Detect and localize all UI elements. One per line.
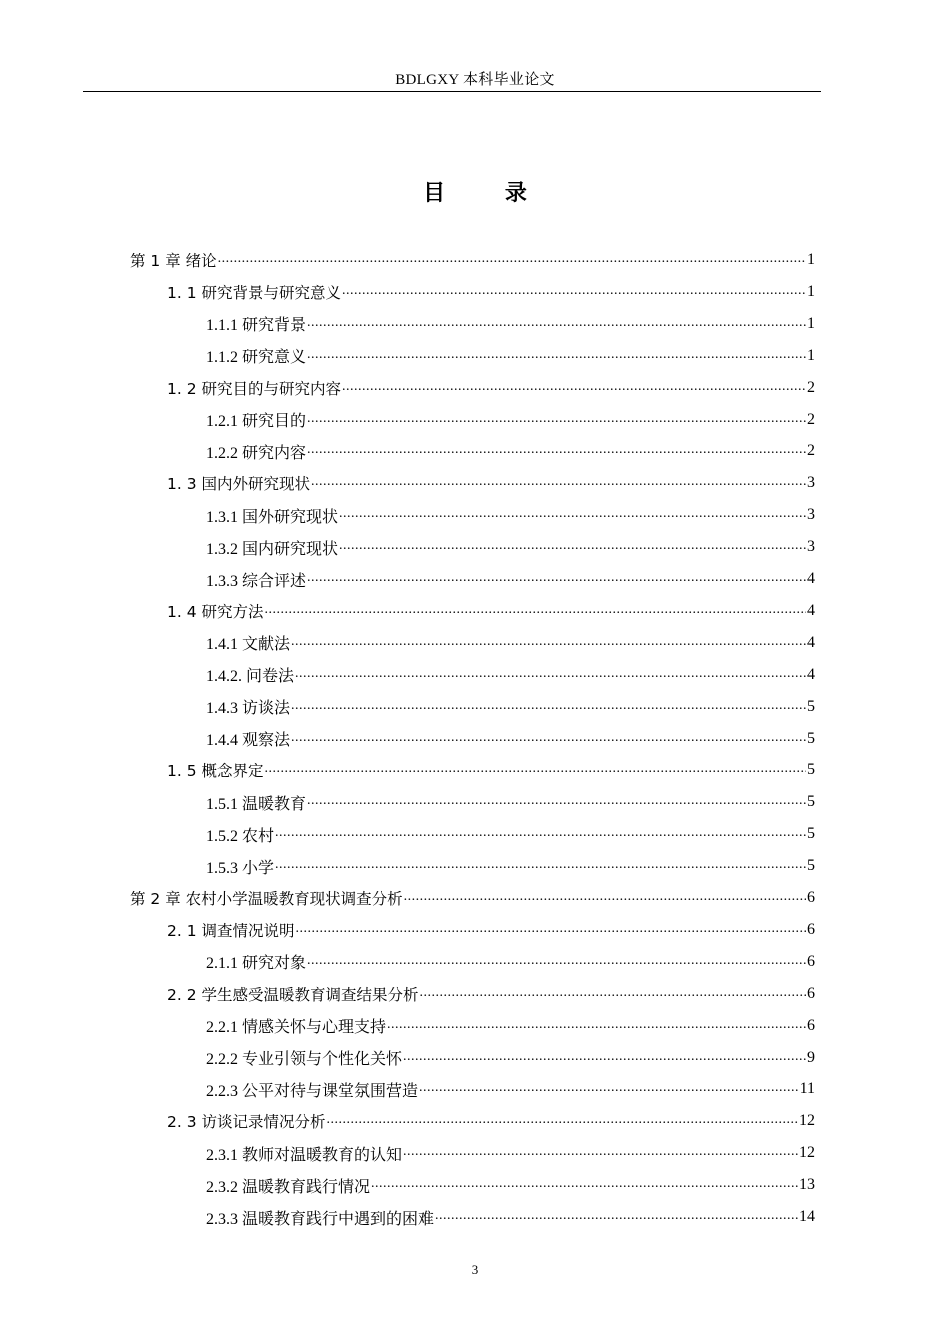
toc-entry-level-3[interactable] <box>206 1137 815 1169</box>
toc-entry-page: 1 <box>807 314 815 332</box>
toc-dot-leader <box>327 1112 798 1137</box>
toc-dot-leader <box>403 1049 806 1074</box>
toc-entry-level-3[interactable] <box>206 850 815 882</box>
toc-entry-level-3[interactable] <box>206 1201 815 1233</box>
toc-entry-title: 2.1.1 研究对象 <box>206 955 307 973</box>
toc-entry-page: 2 <box>807 410 815 428</box>
toc-entry-page: 12 <box>799 1112 815 1130</box>
toc-entry-page: 6 <box>807 889 815 906</box>
toc-entry-level-3[interactable] <box>206 404 815 436</box>
toc-entry-page: 5 <box>807 793 815 811</box>
toc-entry-title: 1.4.3 访谈法 <box>206 700 291 718</box>
toc-entry-level-3[interactable] <box>206 659 815 691</box>
toc-entry-title: 1.4.4 观察法 <box>206 732 291 749</box>
toc-entry-page: 5 <box>807 857 815 875</box>
toc-entry-page: 5 <box>807 697 815 715</box>
toc-entry-title: 2.2.3 公平对待与课堂氛围营造 <box>206 1082 419 1100</box>
toc-dot-leader <box>275 857 806 882</box>
toc-entry-title: 1.1.1 研究背景 <box>206 317 307 335</box>
toc-entry-level-3[interactable] <box>206 531 815 563</box>
toc-dot-leader <box>339 538 806 563</box>
toc-dot-leader <box>265 761 806 786</box>
toc-dot-leader <box>307 347 806 372</box>
toc-entry-title: 1.5.1 温暖教育 <box>206 795 307 813</box>
toc-entry-page: 11 <box>799 1080 815 1098</box>
toc-entry-title: 1. 4 研究方法 <box>167 602 264 621</box>
toc-entry-page: 2 <box>807 442 815 460</box>
toc-entry-page: 9 <box>807 1048 815 1066</box>
toc-entry-page: 5 <box>807 729 815 747</box>
toc-entry-title: 1. 1 研究背景与研究意义 <box>167 283 342 302</box>
toc-entry-title: 1.5.3 小学 <box>206 859 275 877</box>
toc-entry-level-3[interactable] <box>206 627 815 659</box>
toc-entry-title: 1.2.2 研究内容 <box>206 444 307 462</box>
toc-dot-leader <box>291 698 806 723</box>
toc-entry-page: 14 <box>799 1208 815 1225</box>
toc-dot-leader <box>419 1080 799 1105</box>
toc-dot-leader <box>218 251 806 276</box>
toc-entry-title: 2.2.2 专业引领与个性化关怀 <box>206 1051 403 1068</box>
toc-entry-title: 1.4.1 文献法 <box>206 636 291 654</box>
toc-entry-level-3[interactable] <box>206 563 815 595</box>
toc-entry-level-3[interactable] <box>206 786 815 818</box>
toc-entry-level-2[interactable] <box>167 372 815 404</box>
toc-dot-leader <box>275 825 806 850</box>
toc-entry-page: 3 <box>807 538 815 556</box>
toc-dot-leader <box>342 283 806 308</box>
toc-entry-title: 2. 2 学生感受温暖教育调查结果分析 <box>167 985 419 1004</box>
toc-entry-level-3[interactable] <box>206 1042 815 1074</box>
toc-entry-page: 6 <box>807 1016 815 1034</box>
toc-entry-page: 3 <box>807 506 815 524</box>
toc-entry-level-3[interactable] <box>206 946 815 978</box>
toc-entry-page: 1 <box>807 346 815 364</box>
toc-entry-level-2[interactable] <box>167 1105 815 1137</box>
toc-entry-level-2[interactable] <box>167 467 815 499</box>
toc-entry-page: 4 <box>807 665 815 683</box>
toc-entry-title: 第 1 章 绪论 <box>130 252 217 270</box>
toc-entry-level-3[interactable] <box>206 723 815 755</box>
toc-entry-level-3[interactable] <box>206 499 815 531</box>
running-header: BDLGXY 本科毕业论文 <box>395 72 555 88</box>
toc-entry-page: 4 <box>807 633 815 651</box>
toc-dot-leader <box>291 634 806 659</box>
toc-dot-leader <box>307 570 806 595</box>
toc-dot-leader <box>339 506 806 531</box>
toc-dot-leader <box>307 953 806 978</box>
toc-entry-page: 1 <box>807 282 815 300</box>
toc-entry-level-3[interactable] <box>206 691 815 723</box>
toc-entry-page: 6 <box>807 920 815 938</box>
toc-entry-title: 1.5.2 农村 <box>206 827 275 845</box>
toc-dot-leader <box>342 379 806 404</box>
toc-dot-leader <box>307 442 806 467</box>
toc-dot-leader <box>295 666 806 691</box>
toc-dot-leader <box>404 889 806 914</box>
toc-entry-title: 1.2.1 研究目的 <box>206 413 307 430</box>
toc-entry-page: 6 <box>807 984 815 1002</box>
toc-entry-title: 2. 1 调查情况说明 <box>167 921 295 940</box>
toc-entry-level-3[interactable] <box>206 308 815 340</box>
toc-entry-title: 1.3.3 综合评述 <box>206 572 307 590</box>
toc-title: 目 录 <box>423 181 553 206</box>
toc-entry-level-2[interactable] <box>167 754 815 786</box>
toc-entry-title: 1. 5 概念界定 <box>167 762 264 781</box>
toc-entry-level-2[interactable] <box>167 276 815 308</box>
toc-entry-title: 2. 3 访谈记录情况分析 <box>167 1113 326 1132</box>
toc-entry-title: 1.4.2. 问卷法 <box>206 668 295 686</box>
toc-entry-title: 2.3.1 教师对温暖教育的认知 <box>206 1146 403 1164</box>
toc-dot-leader <box>307 793 806 818</box>
toc-entry-page: 12 <box>799 1144 815 1162</box>
header-rule <box>83 91 821 92</box>
toc-dot-leader <box>311 474 806 499</box>
toc-dot-leader <box>371 1176 798 1201</box>
toc-entry-title: 2.3.3 温暖教育践行中遇到的困难 <box>206 1210 435 1228</box>
toc-dot-leader <box>296 921 806 946</box>
toc-entry-title: 2.3.2 温暖教育践行情况 <box>206 1178 371 1196</box>
toc-entry-title: 1.3.2 国内研究现状 <box>206 540 339 558</box>
toc-dot-leader <box>435 1208 798 1233</box>
toc-entry-title: 1.3.1 国外研究现状 <box>206 508 339 526</box>
toc-entry-title: 第 2 章 农村小学温暖教育现状调查分析 <box>130 890 403 908</box>
toc-entry-level-1[interactable] <box>130 244 815 276</box>
toc-entry-level-2[interactable] <box>167 978 815 1010</box>
toc-entry-title: 1. 3 国内外研究现状 <box>167 475 311 494</box>
toc-entry-page: 3 <box>807 474 815 492</box>
toc-entry-page: 13 <box>799 1176 815 1194</box>
toc-dot-leader <box>291 730 806 755</box>
toc-entry-page: 5 <box>807 825 815 843</box>
page-number: 3 <box>471 1262 479 1277</box>
toc-entry-level-3[interactable] <box>206 435 815 467</box>
toc-entry-page: 6 <box>807 952 815 970</box>
toc-entry-page: 5 <box>807 761 815 779</box>
toc-entry-level-1[interactable] <box>130 882 815 914</box>
toc-entry-page: 4 <box>807 570 815 587</box>
toc-entry-page: 1 <box>807 251 815 268</box>
toc-dot-leader <box>307 315 806 340</box>
toc-entry-title: 2.2.1 情感关怀与心理支持 <box>206 1019 387 1037</box>
toc-dot-leader <box>265 602 806 627</box>
toc-entry-level-3[interactable] <box>206 340 815 372</box>
toc-entry-level-3[interactable] <box>206 1010 815 1042</box>
toc-entry-page: 2 <box>807 378 815 396</box>
toc-dot-leader <box>307 411 806 436</box>
toc-entry-level-2[interactable] <box>167 595 815 627</box>
toc-entry-title: 1. 2 研究目的与研究内容 <box>167 379 342 398</box>
toc-entry-level-3[interactable] <box>206 1073 815 1105</box>
toc-entry-title: 1.1.2 研究意义 <box>206 349 307 367</box>
toc-entry-page: 4 <box>807 601 815 619</box>
toc-dot-leader <box>403 1144 798 1169</box>
toc-entry-level-2[interactable] <box>167 914 815 946</box>
toc-dot-leader <box>387 1017 806 1042</box>
toc-dot-leader <box>420 985 806 1010</box>
toc-entry-level-3[interactable] <box>206 818 815 850</box>
toc-entry-level-3[interactable] <box>206 1169 815 1201</box>
